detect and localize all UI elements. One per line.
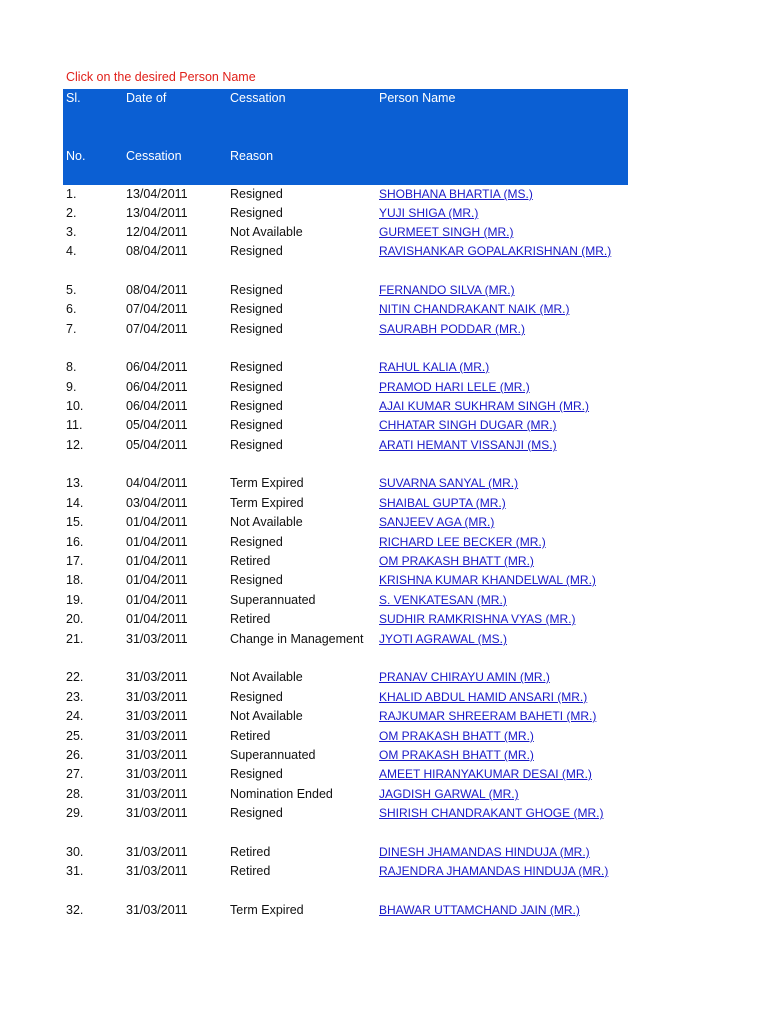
row-cessation-date: 31/03/2011: [126, 845, 188, 859]
row-sl-number: 32.: [66, 903, 84, 917]
person-name-link[interactable]: NITIN CHANDRAKANT NAIK (MR.): [379, 302, 570, 316]
table-row: [0, 223, 768, 242]
table-row: [0, 843, 768, 862]
table-row: [0, 204, 768, 223]
person-name-link[interactable]: S. VENKATESAN (MR.): [379, 593, 507, 607]
person-name-link[interactable]: YUJI SHIGA (MR.): [379, 206, 479, 220]
row-cessation-reason: Not Available: [230, 515, 303, 529]
person-name-link[interactable]: RAVISHANKAR GOPALAKRISHNAN (MR.): [379, 244, 612, 258]
person-name-link[interactable]: SUVARNA SANYAL (MR.): [379, 476, 519, 490]
table-row: [0, 785, 768, 804]
table-row: [0, 533, 768, 552]
row-cessation-date: 01/04/2011: [126, 573, 188, 587]
row-sl-number: 19.: [66, 593, 84, 607]
row-cessation-date: 31/03/2011: [126, 903, 188, 917]
row-sl-number: 26.: [66, 748, 84, 762]
row-cessation-date: 08/04/2011: [126, 244, 188, 258]
person-name-link[interactable]: SHOBHANA BHARTIA (MS.): [379, 187, 533, 201]
row-cessation-date: 31/03/2011: [126, 748, 188, 762]
person-name-link[interactable]: KRISHNA KUMAR KHANDELWAL (MR.): [379, 573, 596, 587]
table-row: [0, 688, 768, 707]
row-sl-number: 29.: [66, 806, 84, 820]
row-cessation-date: 01/04/2011: [126, 612, 188, 626]
row-sl-number: 13.: [66, 476, 84, 490]
person-name-link[interactable]: OM PRAKASH BHATT (MR.): [379, 748, 534, 762]
row-cessation-reason: Resigned: [230, 244, 283, 258]
row-sl-number: 8.: [66, 360, 77, 374]
row-sl-number: 6.: [66, 302, 77, 316]
table-row: [0, 707, 768, 726]
table-row: [0, 862, 768, 881]
row-sl-number: 21.: [66, 632, 84, 646]
table-row: [0, 242, 768, 261]
row-sl-number: 28.: [66, 787, 84, 801]
row-cessation-reason: Resigned: [230, 322, 283, 336]
row-cessation-reason: Retired: [230, 554, 271, 568]
row-cessation-date: 31/03/2011: [126, 806, 188, 820]
row-cessation-date: 31/03/2011: [126, 767, 188, 781]
row-cessation-reason: Not Available: [230, 709, 303, 723]
row-cessation-date: 01/04/2011: [126, 515, 188, 529]
row-cessation-reason: Not Available: [230, 225, 303, 239]
row-cessation-reason: Not Available: [230, 670, 303, 684]
row-cessation-date: 31/03/2011: [126, 729, 188, 743]
table-row: [0, 552, 768, 571]
row-cessation-date: 05/04/2011: [126, 438, 188, 452]
table-row: [0, 765, 768, 784]
row-cessation-reason: Superannuated: [230, 748, 316, 762]
row-sl-number: 30.: [66, 845, 84, 859]
row-sl-number: 15.: [66, 515, 84, 529]
row-cessation-date: 01/04/2011: [126, 593, 188, 607]
row-cessation-reason: Resigned: [230, 690, 283, 704]
table-row: [0, 474, 768, 493]
table-row: [0, 416, 768, 435]
header-person-name: Person Name: [379, 91, 456, 105]
row-cessation-reason: Resigned: [230, 806, 283, 820]
row-sl-number: 5.: [66, 283, 77, 297]
row-cessation-date: 06/04/2011: [126, 380, 188, 394]
table-row: [0, 185, 768, 204]
header-date-top: Date of: [126, 91, 167, 105]
row-cessation-reason: Resigned: [230, 380, 283, 394]
person-name-link[interactable]: SANJEEV AGA (MR.): [379, 515, 495, 529]
row-cessation-reason: Resigned: [230, 767, 283, 781]
table-row: [0, 727, 768, 746]
person-name-link[interactable]: BHAWAR UTTAMCHAND JAIN (MR.): [379, 903, 580, 917]
person-name-link[interactable]: SUDHIR RAMKRISHNA VYAS (MR.): [379, 612, 576, 626]
table-row: [0, 571, 768, 590]
row-cessation-date: 31/03/2011: [126, 709, 188, 723]
table-row: [0, 436, 768, 455]
row-cessation-date: 01/04/2011: [126, 554, 188, 568]
row-cessation-reason: Term Expired: [230, 476, 304, 490]
row-cessation-reason: Resigned: [230, 399, 283, 413]
row-cessation-reason: Retired: [230, 864, 271, 878]
row-cessation-reason: Resigned: [230, 573, 283, 587]
row-sl-number: 31.: [66, 864, 84, 878]
row-cessation-date: 31/03/2011: [126, 690, 188, 704]
row-cessation-date: 07/04/2011: [126, 322, 188, 336]
row-cessation-date: 31/03/2011: [126, 670, 188, 684]
table-row: [0, 746, 768, 765]
row-cessation-date: 03/04/2011: [126, 496, 188, 510]
person-name-link[interactable]: RAJENDRA JHAMANDAS HINDUJA (MR.): [379, 864, 609, 878]
person-name-link[interactable]: PRAMOD HARI LELE (MR.): [379, 380, 530, 394]
row-cessation-date: 13/04/2011: [126, 187, 188, 201]
person-name-link[interactable]: SHAIBAL GUPTA (MR.): [379, 496, 506, 510]
person-name-link[interactable]: DINESH JHAMANDAS HINDUJA (MR.): [379, 845, 590, 859]
table-row: [0, 358, 768, 377]
row-sl-number: 27.: [66, 767, 84, 781]
table-row: [0, 630, 768, 649]
header-reason-bottom: Reason: [230, 149, 274, 163]
row-cessation-date: 05/04/2011: [126, 418, 188, 432]
row-sl-number: 24.: [66, 709, 84, 723]
row-sl-number: 3.: [66, 225, 77, 239]
person-name-link[interactable]: FERNANDO SILVA (MR.): [379, 283, 515, 297]
row-cessation-reason: Resigned: [230, 360, 283, 374]
header-sl-bottom: No.: [66, 149, 86, 163]
row-cessation-date: 08/04/2011: [126, 283, 188, 297]
table-row: [0, 494, 768, 513]
row-sl-number: 17.: [66, 554, 84, 568]
table-row: [0, 591, 768, 610]
person-name-link[interactable]: JAGDISH GARWAL (MR.): [379, 787, 519, 801]
row-sl-number: 9.: [66, 380, 77, 394]
table-row: [0, 610, 768, 629]
row-sl-number: 23.: [66, 690, 84, 704]
header-sl-top: Sl.: [66, 91, 81, 105]
table-row: [0, 378, 768, 397]
table-row: [0, 668, 768, 687]
person-name-link[interactable]: RAJKUMAR SHREERAM BAHETI (MR.): [379, 709, 597, 723]
table-row: [0, 320, 768, 339]
row-cessation-date: 04/04/2011: [126, 476, 188, 490]
row-sl-number: 7.: [66, 322, 77, 336]
row-cessation-date: 31/03/2011: [126, 787, 188, 801]
row-cessation-reason: Resigned: [230, 206, 283, 220]
row-cessation-reason: Term Expired: [230, 903, 304, 917]
person-name-link[interactable]: KHALID ABDUL HAMID ANSARI (MR.): [379, 690, 588, 704]
person-name-link[interactable]: CHHATAR SINGH DUGAR (MR.): [379, 418, 557, 432]
table-row: [0, 804, 768, 823]
row-cessation-reason: Retired: [230, 845, 271, 859]
row-cessation-reason: Resigned: [230, 438, 283, 452]
row-sl-number: 12.: [66, 438, 84, 452]
row-sl-number: 20.: [66, 612, 84, 626]
row-cessation-reason: Superannuated: [230, 593, 316, 607]
person-name-link[interactable]: SAURABH PODDAR (MR.): [379, 322, 526, 336]
row-cessation-date: 06/04/2011: [126, 360, 188, 374]
row-cessation-reason: Resigned: [230, 283, 283, 297]
row-sl-number: 22.: [66, 670, 84, 684]
person-name-link[interactable]: OM PRAKASH BHATT (MR.): [379, 729, 534, 743]
person-name-link[interactable]: OM PRAKASH BHATT (MR.): [379, 554, 534, 568]
header-date-bottom: Cessation: [126, 149, 182, 163]
row-sl-number: 4.: [66, 244, 77, 258]
row-cessation-reason: Retired: [230, 612, 271, 626]
person-name-link[interactable]: AJAI KUMAR SUKHRAM SINGH (MR.): [379, 399, 590, 413]
row-sl-number: 25.: [66, 729, 84, 743]
person-name-link[interactable]: RICHARD LEE BECKER (MR.): [379, 535, 546, 549]
instruction-text: Click on the desired Person Name: [66, 70, 256, 84]
row-sl-number: 18.: [66, 573, 84, 587]
table-row: [0, 397, 768, 416]
row-cessation-date: 13/04/2011: [126, 206, 188, 220]
row-cessation-date: 07/04/2011: [126, 302, 188, 316]
row-sl-number: 16.: [66, 535, 84, 549]
row-cessation-date: 06/04/2011: [126, 399, 188, 413]
row-sl-number: 2.: [66, 206, 77, 220]
row-cessation-reason: Nomination Ended: [230, 787, 333, 801]
row-cessation-reason: Resigned: [230, 535, 283, 549]
row-sl-number: 1.: [66, 187, 77, 201]
row-cessation-reason: Resigned: [230, 187, 283, 201]
row-cessation-reason: Resigned: [230, 302, 283, 316]
row-cessation-reason: Change in Management: [230, 632, 364, 646]
person-name-link[interactable]: ARATI HEMANT VISSANJI (MS.): [379, 438, 557, 452]
row-cessation-reason: Resigned: [230, 418, 283, 432]
table-row: [0, 281, 768, 300]
row-sl-number: 11.: [66, 418, 83, 432]
person-name-link[interactable]: SHIRISH CHANDRAKANT GHOGE (MR.): [379, 806, 604, 820]
row-sl-number: 14.: [66, 496, 84, 510]
row-cessation-reason: Term Expired: [230, 496, 304, 510]
person-name-link[interactable]: RAHUL KALIA (MR.): [379, 360, 490, 374]
person-name-link[interactable]: JYOTI AGRAWAL (MS.): [379, 632, 508, 646]
row-cessation-date: 31/03/2011: [126, 864, 188, 878]
row-cessation-date: 31/03/2011: [126, 632, 188, 646]
row-cessation-date: 12/04/2011: [126, 225, 188, 239]
table-row: [0, 901, 768, 920]
table-row: [0, 513, 768, 532]
person-name-link[interactable]: AMEET HIRANYAKUMAR DESAI (MR.): [379, 767, 592, 781]
header-reason-top: Cessation: [230, 91, 286, 105]
person-name-link[interactable]: GURMEET SINGH (MR.): [379, 225, 514, 239]
row-sl-number: 10.: [66, 399, 84, 413]
row-cessation-reason: Retired: [230, 729, 271, 743]
person-name-link[interactable]: PRANAV CHIRAYU AMIN (MR.): [379, 670, 550, 684]
table-row: [0, 300, 768, 319]
row-cessation-date: 01/04/2011: [126, 535, 188, 549]
